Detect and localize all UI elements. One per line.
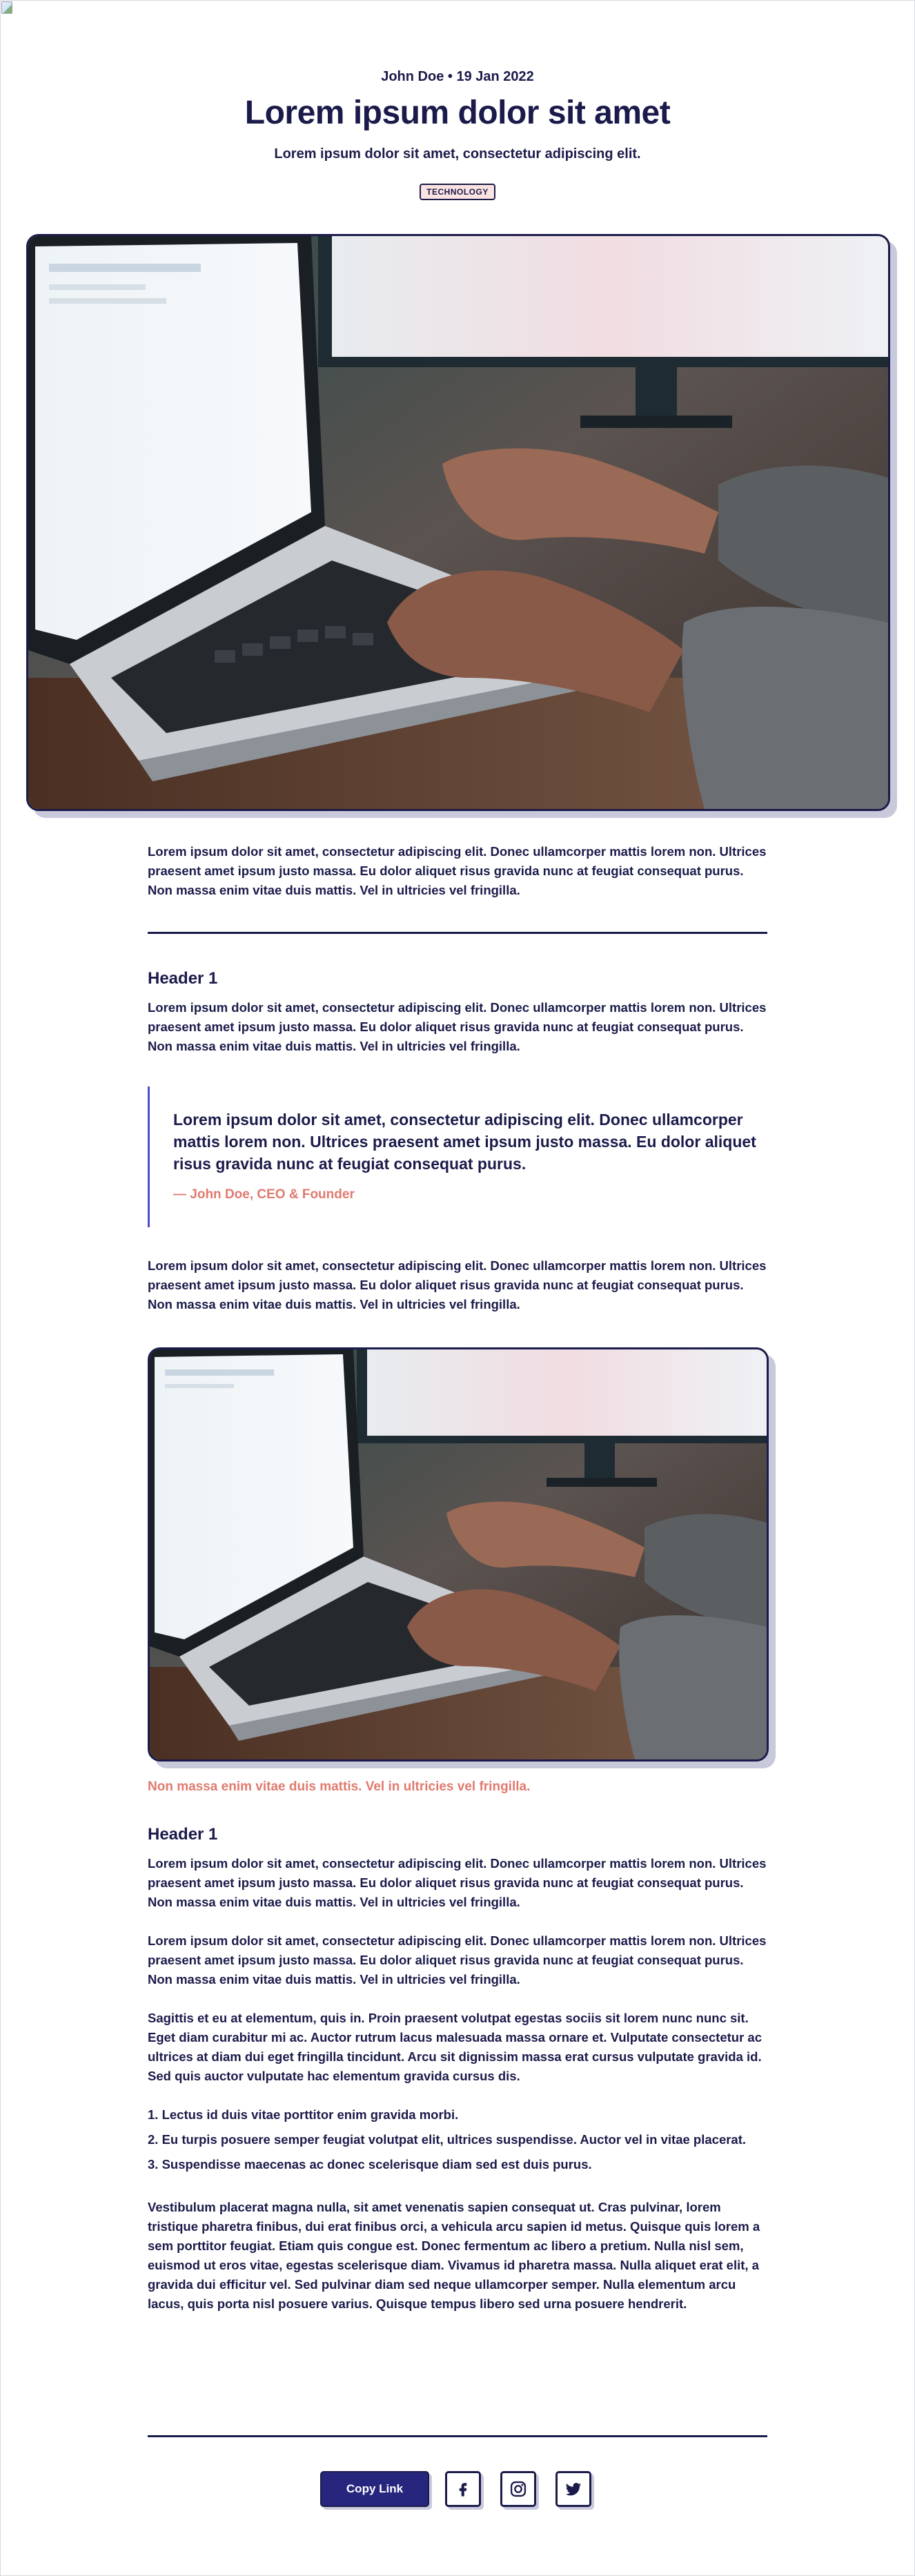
list-item: 2. Eu turpis posuere semper feugiat volutpat elit, ultrices suspendisse. Auctor vel in vitae placerat.	[148, 2132, 747, 2147]
section-2-paragraph-3: Sagittis et eu at elementum, quis in. Proin praesent volutpat egestas sociis sit lorem nunc nunc sit. Eget diam curabitur mi ac. Auctor rutrum lacus malesuada massa ornare et. Vulputate consectetur ac ultrices at diam dui eget fringilla tincidunt. Arcu sit dignissim massa erat cursus vulputate gravida id. Sed quis auctor vulputate hac elementum gravida cursus dis.	[148, 2011, 762, 2083]
article-meta: John Doe • 19 Jan 2022	[381, 69, 534, 84]
list-item: 3. Suspendisse maecenas ac donec scelerisque diam sed est duis purus.	[148, 2157, 592, 2172]
list-item: 1. Lectus id duis vitae porttitor enim gravida morbi.	[148, 2107, 459, 2122]
section-1-header: Header 1	[148, 969, 218, 988]
section-2	[148, 1825, 767, 2314]
section-2-paragraph-2: Lorem ipsum dolor sit amet, consectetur adipiscing elit. Donec ullamcorper mattis lorem non. Ultrices praesent amet ipsum justo massa. Eu dolor aliquet risus gravida nunc at feugiat consequat purus. Non massa enim vitae duis mattis. Vel in ultricies vel fringilla.	[148, 1933, 767, 1987]
quote-author: — John Doe, CEO & Founder	[173, 1187, 355, 1202]
copy-link-button[interactable]: Copy Link	[320, 2471, 429, 2507]
section-divider	[148, 932, 767, 934]
quote-text: Lorem ipsum dolor sit amet, consectetur adipiscing elit. Donec ullamcorper mattis lorem non. Ultrices praesent amet ipsum justo massa. Eu dolor aliquet risus gravida nunc at feugiat consequat purus.	[173, 1111, 756, 1173]
section-1-paragraph-2: Lorem ipsum dolor sit amet, consectetur adipiscing elit. Donec ullamcorper mattis lorem non. Ultrices praesent amet ipsum justo massa. Eu dolor aliquet risus gravida nunc at feugiat consequat purus. Non massa enim vitae duis mattis. Vel in ultricies vel fringilla.	[148, 1258, 767, 1311]
facebook-button[interactable]	[445, 2471, 481, 2507]
section-2-paragraph-1: Lorem ipsum dolor sit amet, consectetur adipiscing elit. Donec ullamcorper mattis lorem non. Ultrices praesent amet ipsum justo massa. Eu dolor aliquet risus gravida nunc at feugiat consequat purus. Non massa enim vitae duis mattis. Vel in ultricies vel fringilla.	[148, 1856, 767, 1909]
inline-image	[148, 1347, 769, 1762]
hero-image	[26, 234, 890, 811]
instagram-icon	[509, 2479, 528, 2499]
article-subtitle: Lorem ipsum dolor sit amet, consectetur adipiscing elit.	[274, 146, 641, 162]
twitter-icon	[564, 2479, 583, 2499]
instagram-button[interactable]	[500, 2471, 536, 2507]
intro-paragraph: Lorem ipsum dolor sit amet, consectetur adipiscing elit. Donec ullamcorper mattis lorem non. Ultrices praesent amet ipsum justo massa. Eu dolor aliquet risus gravida nunc at feugiat consequat purus. Non massa enim vitae duis mattis. Vel in ultricies vel fringilla.	[148, 844, 767, 897]
section-1	[148, 969, 767, 1056]
tag-wrap	[0, 184, 915, 200]
footer-divider	[148, 2435, 767, 2437]
section-1-closing	[148, 1256, 767, 1314]
section-2-paragraph-4: Vestibulum placerat magna nulla, sit amet venenatis sapien consequat ut. Cras pulvinar, lorem tristique pharetra finibus, dui erat finibus orci, a vehicula arcu sapien id metus. Quisque quis lorem a sem porttitor feugiat. Etiam quis congue est. Donec fermentum ac libero a pretium. Nulla nisl sem, euismod ut eros vitae, egestas scelerisque diam. Vivamus id pharetra massa. Nulla aliquet erat elit, a gravida dui efficitur vel. Sed pulvinar diam sed neque ullamcorper semper. Nulla elementum arcu lacus, quis porta nisl posuere varius. Quisque tempus libero sed urna posuere hendrerit.	[148, 2200, 760, 2311]
broken-image-icon	[1, 1, 12, 14]
intro-section	[148, 842, 767, 900]
image-caption: Non massa enim vitae duis mattis. Vel in ultricies vel fringilla.	[148, 1779, 531, 1794]
numbered-list	[148, 2105, 767, 2174]
image-caption-wrap	[148, 1779, 767, 1795]
category-tag[interactable]: TECHNOLOGY	[420, 184, 495, 200]
section-1-paragraph: Lorem ipsum dolor sit amet, consectetur adipiscing elit. Donec ullamcorper mattis lorem non. Ultrices praesent amet ipsum justo massa. Eu dolor aliquet risus gravida nunc at feugiat consequat purus. Non massa enim vitae duis mattis. Vel in ultricies vel fringilla.	[148, 1000, 767, 1053]
facebook-icon	[453, 2479, 473, 2499]
pull-quote	[148, 1086, 767, 1227]
section-2-header: Header 1	[148, 1825, 218, 1844]
share-bar	[0, 2471, 915, 2510]
twitter-button[interactable]	[555, 2471, 591, 2507]
article-title: Lorem ipsum dolor sit amet	[244, 95, 671, 131]
